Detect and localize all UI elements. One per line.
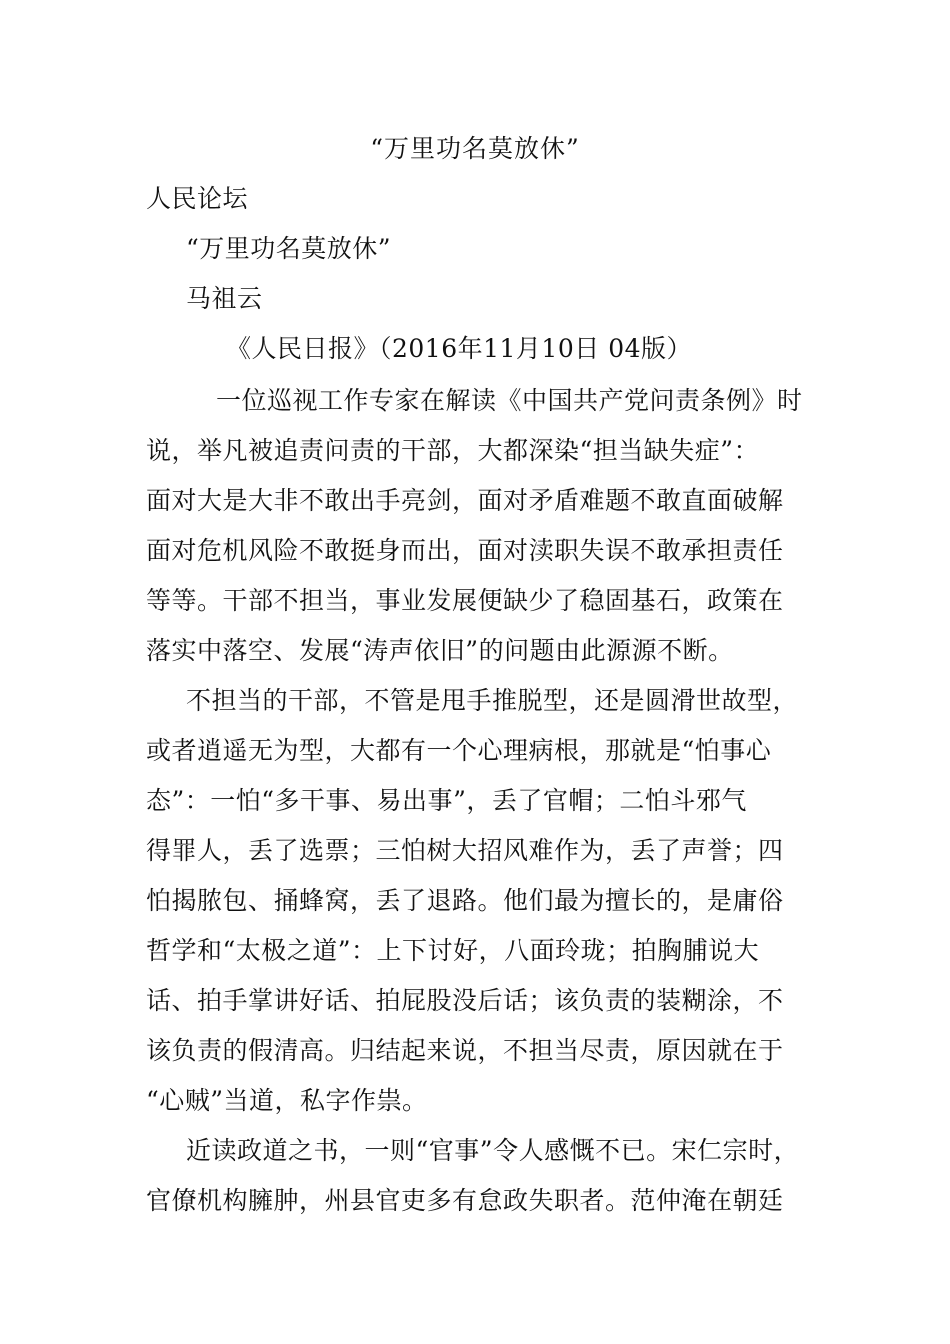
body-line: “心贼”当道，私字作祟。 <box>146 1086 428 1115</box>
author-name: 马祖云 <box>186 284 263 313</box>
body-line: 怕揭脓包、捅蜂窝，丢了退路。他们最为擅长的，是庸俗 <box>146 886 784 915</box>
body-line: 官僚机构臃肿，州县官吏多有怠政失职者。范仲淹在朝廷 <box>146 1186 784 1215</box>
body-line: 落实中落空、发展“涛声依旧”的问题由此源源不断。 <box>146 636 734 665</box>
body-line: 哲学和“太极之道”：上下讨好，八面玲珑；拍胸脯说大 <box>146 936 760 965</box>
body-line: 得罪人，丢了选票；三怕树大招风难作为，丢了声誉；四 <box>146 836 784 865</box>
body-line: 或者逍遥无为型，大都有一个心理病根，那就是“怕事心 <box>146 736 772 765</box>
body-line: 近读政道之书，一则“官事”令人感慨不已。宋仁宗时， <box>186 1136 800 1165</box>
body-line: 面对危机风险不敢挺身而出，面对渎职失误不敢承担责任 <box>146 536 784 565</box>
document-title: “万里功名莫放休” <box>370 134 580 163</box>
body-line: 等等。干部不担当，事业发展便缺少了稳固基石，政策在 <box>146 586 784 615</box>
body-line: 说，举凡被追责问责的干部，大都深染“担当缺失症”： <box>146 436 760 465</box>
body-line: 不担当的干部，不管是甩手推脱型，还是圆滑世故型， <box>186 686 799 715</box>
body-line: 面对大是大非不敢出手亮剑，面对矛盾难题不敢直面破解 <box>146 486 784 515</box>
article-subtitle: “万里功名莫放休” <box>186 234 392 263</box>
body-line: 一位巡视工作专家在解读《中国共产党问责条例》时 <box>216 386 803 415</box>
body-line: 该负责的假清高。归结起来说，不担当尽责，原因就在于 <box>146 1036 784 1065</box>
source-line: 《人民日报》（2016年11月10日 04版） <box>226 334 693 363</box>
body-line: 话、拍手掌讲好话、拍屁股没后话；该负责的装糊涂，不 <box>146 986 784 1015</box>
body-line: 态”：一怕“多干事、易出事”，丢了官帽；二怕斗邪气 <box>146 786 747 815</box>
column-name: 人民论坛 <box>146 184 249 213</box>
